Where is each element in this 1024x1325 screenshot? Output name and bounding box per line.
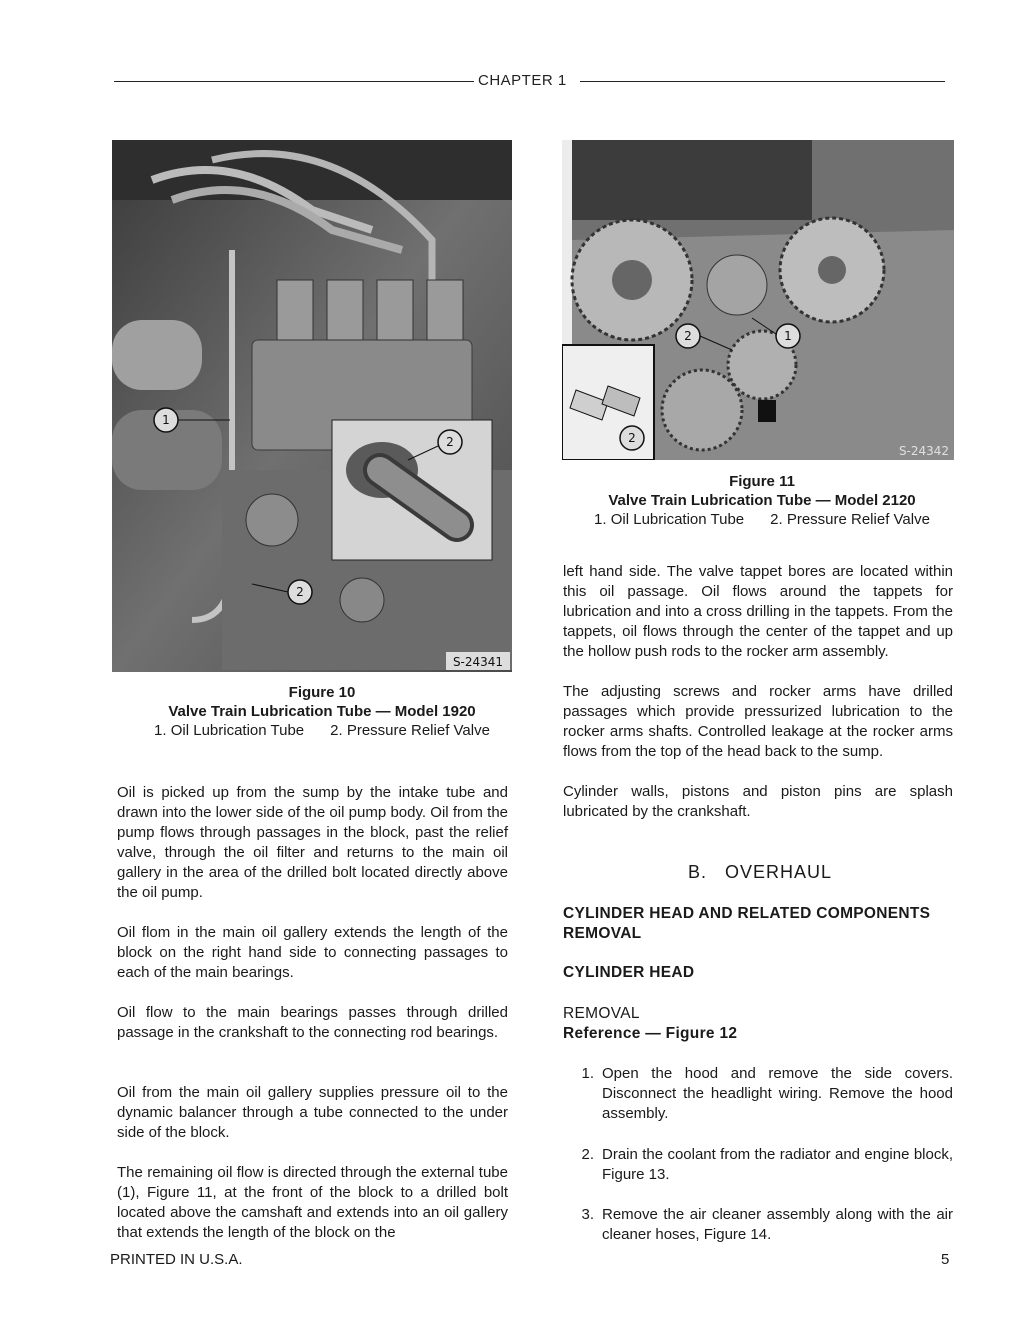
figure-10-stamp: S-24341 bbox=[452, 655, 504, 669]
heading-cylinder-head: CYLINDER HEAD bbox=[563, 964, 695, 981]
step-3-number: 3. bbox=[581, 1206, 594, 1223]
section-heading-overhaul: B. OVERHAUL bbox=[688, 862, 833, 882]
figure-11-photo bbox=[562, 140, 954, 460]
heading-cylinder-head-components: CYLINDER HEAD AND RELATED COMPONENTS REMOVAL bbox=[563, 905, 931, 942]
header-rule-right bbox=[580, 81, 945, 82]
figure-11-title: Valve Train Lubrication Tube — Model 2120 bbox=[608, 492, 916, 509]
step-2 bbox=[570, 1145, 953, 1185]
step-1-number: 1. bbox=[581, 1065, 594, 1082]
figure-11-callout-2b: 2 bbox=[628, 431, 636, 445]
reference-figure-12: Reference — Figure 12 bbox=[563, 1025, 738, 1042]
left-paragraph-2: Oil flom in the main oil gallery extends the length of the block on the right hand side to connecting passages to each of the main bearings. bbox=[117, 924, 508, 981]
figure-11-stamp: S-24342 bbox=[898, 444, 950, 458]
figure-10-item-2: 2. Pressure Relief Valve bbox=[330, 722, 490, 739]
left-paragraph-5: The remaining oil flow is directed through the external tube (1), Figure 11, at the front of the block to a drilled bolt located above the camshaft and extends into an oil gallery that extends the length of the block on the bbox=[117, 1164, 508, 1241]
step-3 bbox=[570, 1205, 953, 1245]
header-rule-left bbox=[114, 81, 474, 82]
right-paragraph-2: The adjusting screws and rocker arms have drilled passages which provide pressurized lubrication to the rocker arms shafts. Controlled leakage at the rocker arms flows from the top of the head back to the sump. bbox=[563, 683, 953, 760]
figure-11-item-2: 2. Pressure Relief Valve bbox=[770, 511, 930, 528]
step-1-text: Open the hood and remove the side covers. Disconnect the headlight wiring. Remove the hood assembly. bbox=[602, 1065, 953, 1122]
figure-10-label: Figure 10 bbox=[288, 684, 356, 701]
step-1 bbox=[570, 1064, 953, 1124]
figure-10-photo bbox=[112, 140, 512, 672]
figure-11-callout-1: 1 bbox=[784, 329, 792, 343]
figure-11-callout-2a: 2 bbox=[684, 329, 692, 343]
left-paragraph-1: Oil is picked up from the sump by the intake tube and drawn into the lower side of the oil pump body. Oil from the pump flows through passages in the block, past the relief valve, through the oil filter and returns to the main oil gallery in the area of the drilled bolt located directly above the oil pump. bbox=[117, 784, 508, 901]
figure-10-title: Valve Train Lubrication Tube — Model 1920 bbox=[168, 703, 476, 720]
heading-removal: REMOVAL bbox=[563, 1005, 640, 1022]
printed-in-usa: PRINTED IN U.S.A. bbox=[110, 1251, 243, 1268]
step-2-text: Drain the coolant from the radiator and engine block, Figure 13. bbox=[602, 1146, 953, 1183]
figure-10-item-1: 1. Oil Lubrication Tube bbox=[154, 722, 305, 739]
figure-11-caption bbox=[562, 472, 962, 529]
step-3-text: Remove the air cleaner assembly along with the air cleaner hoses, Figure 14. bbox=[602, 1206, 953, 1243]
step-2-number: 2. bbox=[581, 1146, 594, 1163]
figure-10-callout-1: 1 bbox=[162, 413, 170, 427]
figure-10-callout-2a: 2 bbox=[446, 435, 454, 449]
figure-11-label: Figure 11 bbox=[729, 473, 795, 490]
left-paragraph-3: Oil flow to the main bearings passes through drilled passage in the crankshaft to the connecting rod bearings. bbox=[117, 1004, 508, 1041]
left-paragraph-4: Oil from the main oil gallery supplies pressure oil to the dynamic balancer through a tube connected to the under side of the block. bbox=[117, 1084, 508, 1141]
figure-10-callout-2b: 2 bbox=[296, 585, 304, 599]
figure-10-caption bbox=[112, 683, 532, 740]
page-number: 5 bbox=[941, 1251, 950, 1268]
figure-11-item-1: 1. Oil Lubrication Tube bbox=[594, 511, 745, 528]
chapter-heading: CHAPTER 1 bbox=[478, 72, 567, 89]
right-paragraph-3: Cylinder walls, pistons and piston pins are splash lubricated by the crankshaft. bbox=[563, 783, 953, 820]
right-paragraph-1: left hand side. The valve tappet bores are located within this oil passage. Oil flows around the tappets for lubrication and into a cross drilling in the tappets. From the tappets, oil flows through the center of the tappet and up the hollow push rods to the rocker arm assembly. bbox=[563, 563, 953, 660]
